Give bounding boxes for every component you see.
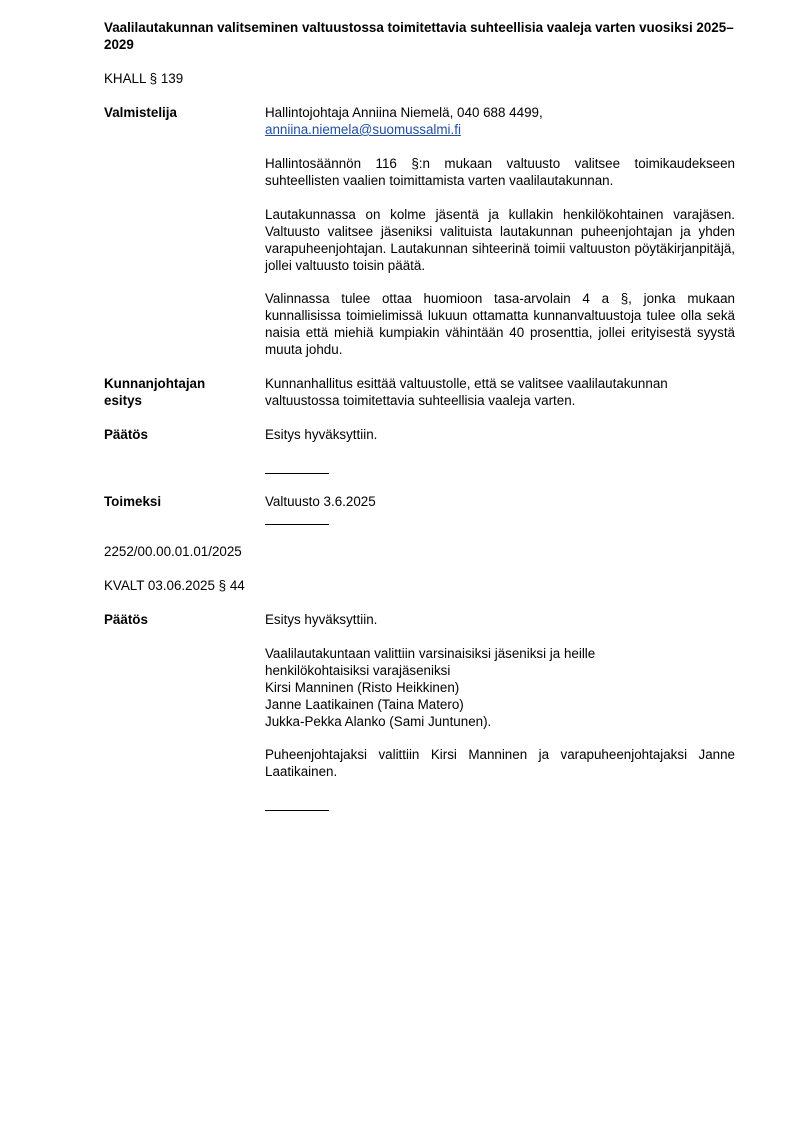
toimeksi-text: Valtuusto 3.6.2025	[265, 494, 376, 509]
esitys-label-line: Kunnanjohtajan	[104, 376, 206, 391]
member-item: Kirsi Manninen (Risto Heikkinen)	[265, 680, 460, 695]
diary-number: 2252/00.00.01.01/2025	[104, 544, 242, 559]
result-intro-line: henkilökohtaisiksi varajäseniksi	[265, 663, 451, 678]
valmistelija-paragraph: Hallintosäännön 116 §:n mukaan valtuusto valitsee toimikaudekseen suhteellisten vaalien toimittamista varten vaalilautakunnan.	[265, 156, 735, 188]
paatos-text: Esitys hyväksyttiin.	[265, 612, 378, 627]
result-intro-line: Vaalilautakuntaan valittiin varsinaisiksi jäseniksi ja heille	[265, 646, 596, 661]
member-item: Jukka-Pekka Alanko (Sami Juntunen).	[265, 714, 492, 729]
election-result	[265, 645, 735, 730]
valmistelija-paragraph: Lautakunnassa on kolme jäsentä ja kullakin henkilökohtainen varajäsen. Valtuusto valitsee jäseniksi valituista lautakunnan puheenjohtajan ja yhden varapuheenjohtajan. Lautakunnan sihteerinä toimii valtuuston pöytäkirjanpitäjä, jollei valtuusto toisin päätä.	[265, 207, 735, 273]
chair-selection-text: Puheenjohtajaksi valittiin Kirsi Manninen ja varapuheenjohtajaksi Janne Laatikainen.	[265, 747, 735, 779]
paatos-label: Päätös	[104, 427, 148, 442]
member-item: Janne Laatikainen (Taina Matero)	[265, 697, 464, 712]
esitys-text: Kunnanhallitus esittää valtuustolle, että se valitsee vaalilautakunnan valtuustossa toimitettavia suhteellisia vaaleja varten.	[265, 376, 668, 408]
esitys-label-line: esitys	[104, 393, 142, 408]
document-title: Vaalilautakunnan valitseminen valtuustossa toimitettavia suhteellisia vaaleja varten vuosiksi 2025–2029	[104, 20, 734, 52]
khall-reference: KHALL § 139	[104, 71, 184, 86]
paatos-label: Päätös	[104, 612, 148, 627]
valmistelija-label: Valmistelija	[104, 105, 177, 120]
separator-line	[265, 473, 329, 474]
valmistelija-paragraph: Valinnassa tulee ottaa huomioon tasa-arvolain 4 a §, jonka mukaan kunnallisissa toimielimissä lukuun ottamatta kunnanvaltuustoja tulee olla sekä naisia että miehiä kumpiakin vähintään 40 prosenttia, jollei erityisestä syystä muuta johdu.	[265, 291, 735, 357]
separator-line	[265, 810, 329, 811]
esitys-label	[104, 375, 205, 409]
kvalt-reference: KVALT 03.06.2025 § 44	[104, 578, 245, 593]
separator-line	[265, 524, 329, 525]
paatos-text: Esitys hyväksyttiin.	[265, 427, 378, 442]
valmistelija-contact	[265, 104, 735, 138]
toimeksi-label: Toimeksi	[104, 494, 162, 509]
email-link[interactable]: anniina.niemela@suomussalmi.fi	[265, 122, 461, 137]
contact-line: Hallintojohtaja Anniina Niemelä, 040 688 4499,	[265, 105, 543, 120]
